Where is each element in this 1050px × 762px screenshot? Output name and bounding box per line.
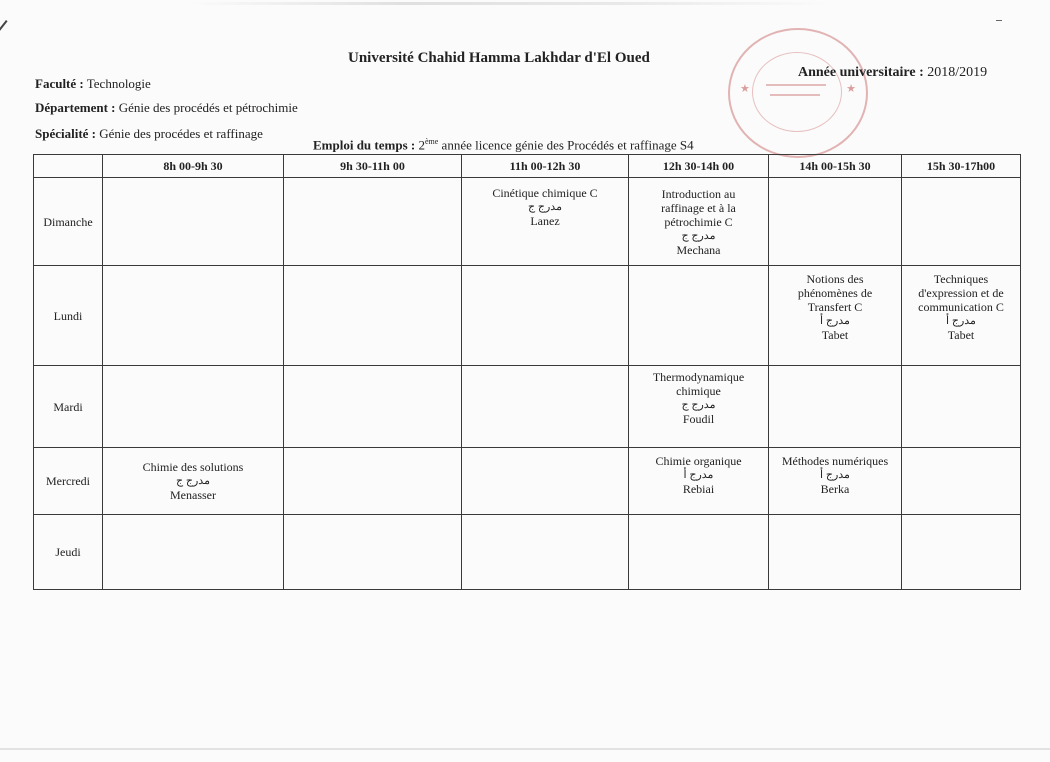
empty-cell xyxy=(629,515,769,590)
academic-year-value: 2018/2019 xyxy=(927,65,988,80)
course-name: Méthodes numériques xyxy=(781,454,889,468)
empty-cell xyxy=(284,448,462,515)
teacher-name: Tabet xyxy=(821,328,849,342)
teacher-name: Menasser xyxy=(170,488,216,502)
room-label: مدرج أ xyxy=(683,469,714,481)
stamp-inner-ring xyxy=(752,52,842,132)
empty-cell xyxy=(769,515,902,590)
course-name: Notions des phénomènes de Transfert C xyxy=(797,272,873,314)
teacher-name: Berka xyxy=(820,482,850,496)
table-row xyxy=(34,178,1021,266)
teacher-name: Foudil xyxy=(682,412,715,426)
timetable-header-row xyxy=(34,155,1021,178)
course-name: Techniques d'expression et de communication C xyxy=(918,272,1004,314)
empty-cell xyxy=(103,515,284,590)
course-cell xyxy=(769,448,902,515)
university-name: Université Chahid Hamma Lakhdar d'El Oued xyxy=(348,50,650,66)
day-label: Mercredi xyxy=(34,448,103,515)
scan-pen-mark xyxy=(0,20,8,51)
course-name: Chimie des solutions xyxy=(142,460,244,474)
room-label: مدرج أ xyxy=(820,469,850,481)
course-name: Cinétique chimique C xyxy=(492,186,598,200)
specialty-label: Spécialité : xyxy=(35,126,97,141)
course-name: Chimie organique xyxy=(655,454,742,468)
table-row xyxy=(34,266,1021,366)
time-slot-header: 14h 00-15h 30 xyxy=(769,155,902,178)
empty-cell xyxy=(103,178,284,266)
empty-cell xyxy=(103,266,284,366)
stamp-text-bar xyxy=(766,84,826,86)
scan-top-shadow xyxy=(190,2,830,5)
faculty-value: Technologie xyxy=(86,76,151,91)
academic-year-label: Année universitaire : xyxy=(798,65,924,80)
timetable-title-rest: année licence génie des Procédés et raffinage S4 xyxy=(441,137,694,153)
empty-cell xyxy=(284,178,462,266)
empty-cell xyxy=(902,366,1021,448)
corner-cell xyxy=(34,155,103,178)
department-line xyxy=(35,100,298,116)
stamp-text-bar xyxy=(770,94,820,96)
timetable-title-label: Emploi du temps : xyxy=(313,137,416,153)
empty-cell xyxy=(462,266,629,366)
scan-tick-mark xyxy=(996,20,1002,21)
course-cell xyxy=(769,266,902,366)
empty-cell xyxy=(462,448,629,515)
course-cell xyxy=(902,266,1021,366)
room-label: مدرج ج xyxy=(681,229,716,242)
faculty-label: Faculté : xyxy=(35,76,84,91)
course-cell xyxy=(629,448,769,515)
course-cell xyxy=(629,366,769,448)
specialty-value: Génie des procédes et raffinage xyxy=(99,126,263,141)
timetable-title xyxy=(313,137,694,153)
room-label: مدرج ج xyxy=(681,399,716,411)
day-label: Mardi xyxy=(34,366,103,448)
teacher-name: Rebiai xyxy=(682,482,715,496)
day-label: Dimanche xyxy=(34,178,103,266)
empty-cell xyxy=(629,266,769,366)
course-name: Thermodynamique chimique xyxy=(652,370,745,398)
course-name: Introduction au raffinage et à la pétrochimie C xyxy=(661,186,736,229)
course-cell xyxy=(629,178,769,266)
empty-cell xyxy=(769,178,902,266)
stamp-star-icon: ★ xyxy=(740,83,750,95)
teacher-name: Tabet xyxy=(947,328,975,342)
empty-cell xyxy=(902,448,1021,515)
teacher-name: Lanez xyxy=(530,214,560,228)
stamp-star-icon: ★ xyxy=(846,83,856,95)
specialty-line xyxy=(35,126,263,142)
time-slot-header: 15h 30-17h00 xyxy=(902,155,1021,178)
empty-cell xyxy=(284,366,462,448)
room-label: مدرج ج xyxy=(176,475,210,487)
department-label: Département : xyxy=(35,100,116,115)
empty-cell xyxy=(902,515,1021,590)
room-label: مدرج ج xyxy=(528,201,562,213)
empty-cell xyxy=(284,266,462,366)
room-label: مدرج أ xyxy=(820,315,850,327)
academic-year xyxy=(798,65,987,81)
time-slot-header: 8h 00-9h 30 xyxy=(103,155,284,178)
empty-cell xyxy=(462,366,629,448)
room-label: مدرج أ xyxy=(946,315,976,327)
scan-bottom-edge xyxy=(0,748,1050,750)
timetable-title-num: 2 xyxy=(418,137,425,153)
time-slot-header: 9h 30-11h 00 xyxy=(284,155,462,178)
empty-cell xyxy=(902,178,1021,266)
table-row xyxy=(34,448,1021,515)
table-row xyxy=(34,366,1021,448)
department-value: Génie des procédés et pétrochimie xyxy=(118,100,298,115)
teacher-name: Mechana xyxy=(676,242,721,257)
day-label: Jeudi xyxy=(34,515,103,590)
empty-cell xyxy=(769,366,902,448)
faculty-line xyxy=(35,76,151,92)
official-stamp xyxy=(728,28,868,158)
empty-cell xyxy=(103,366,284,448)
course-cell xyxy=(462,178,629,266)
empty-cell xyxy=(462,515,629,590)
timetable-title-sup: ème xyxy=(424,137,439,146)
time-slot-header: 11h 00-12h 30 xyxy=(462,155,629,178)
day-label: Lundi xyxy=(34,266,103,366)
time-slot-header: 12h 30-14h 00 xyxy=(629,155,769,178)
timetable xyxy=(33,154,1021,590)
course-cell xyxy=(103,448,284,515)
empty-cell xyxy=(284,515,462,590)
table-row xyxy=(34,515,1021,590)
